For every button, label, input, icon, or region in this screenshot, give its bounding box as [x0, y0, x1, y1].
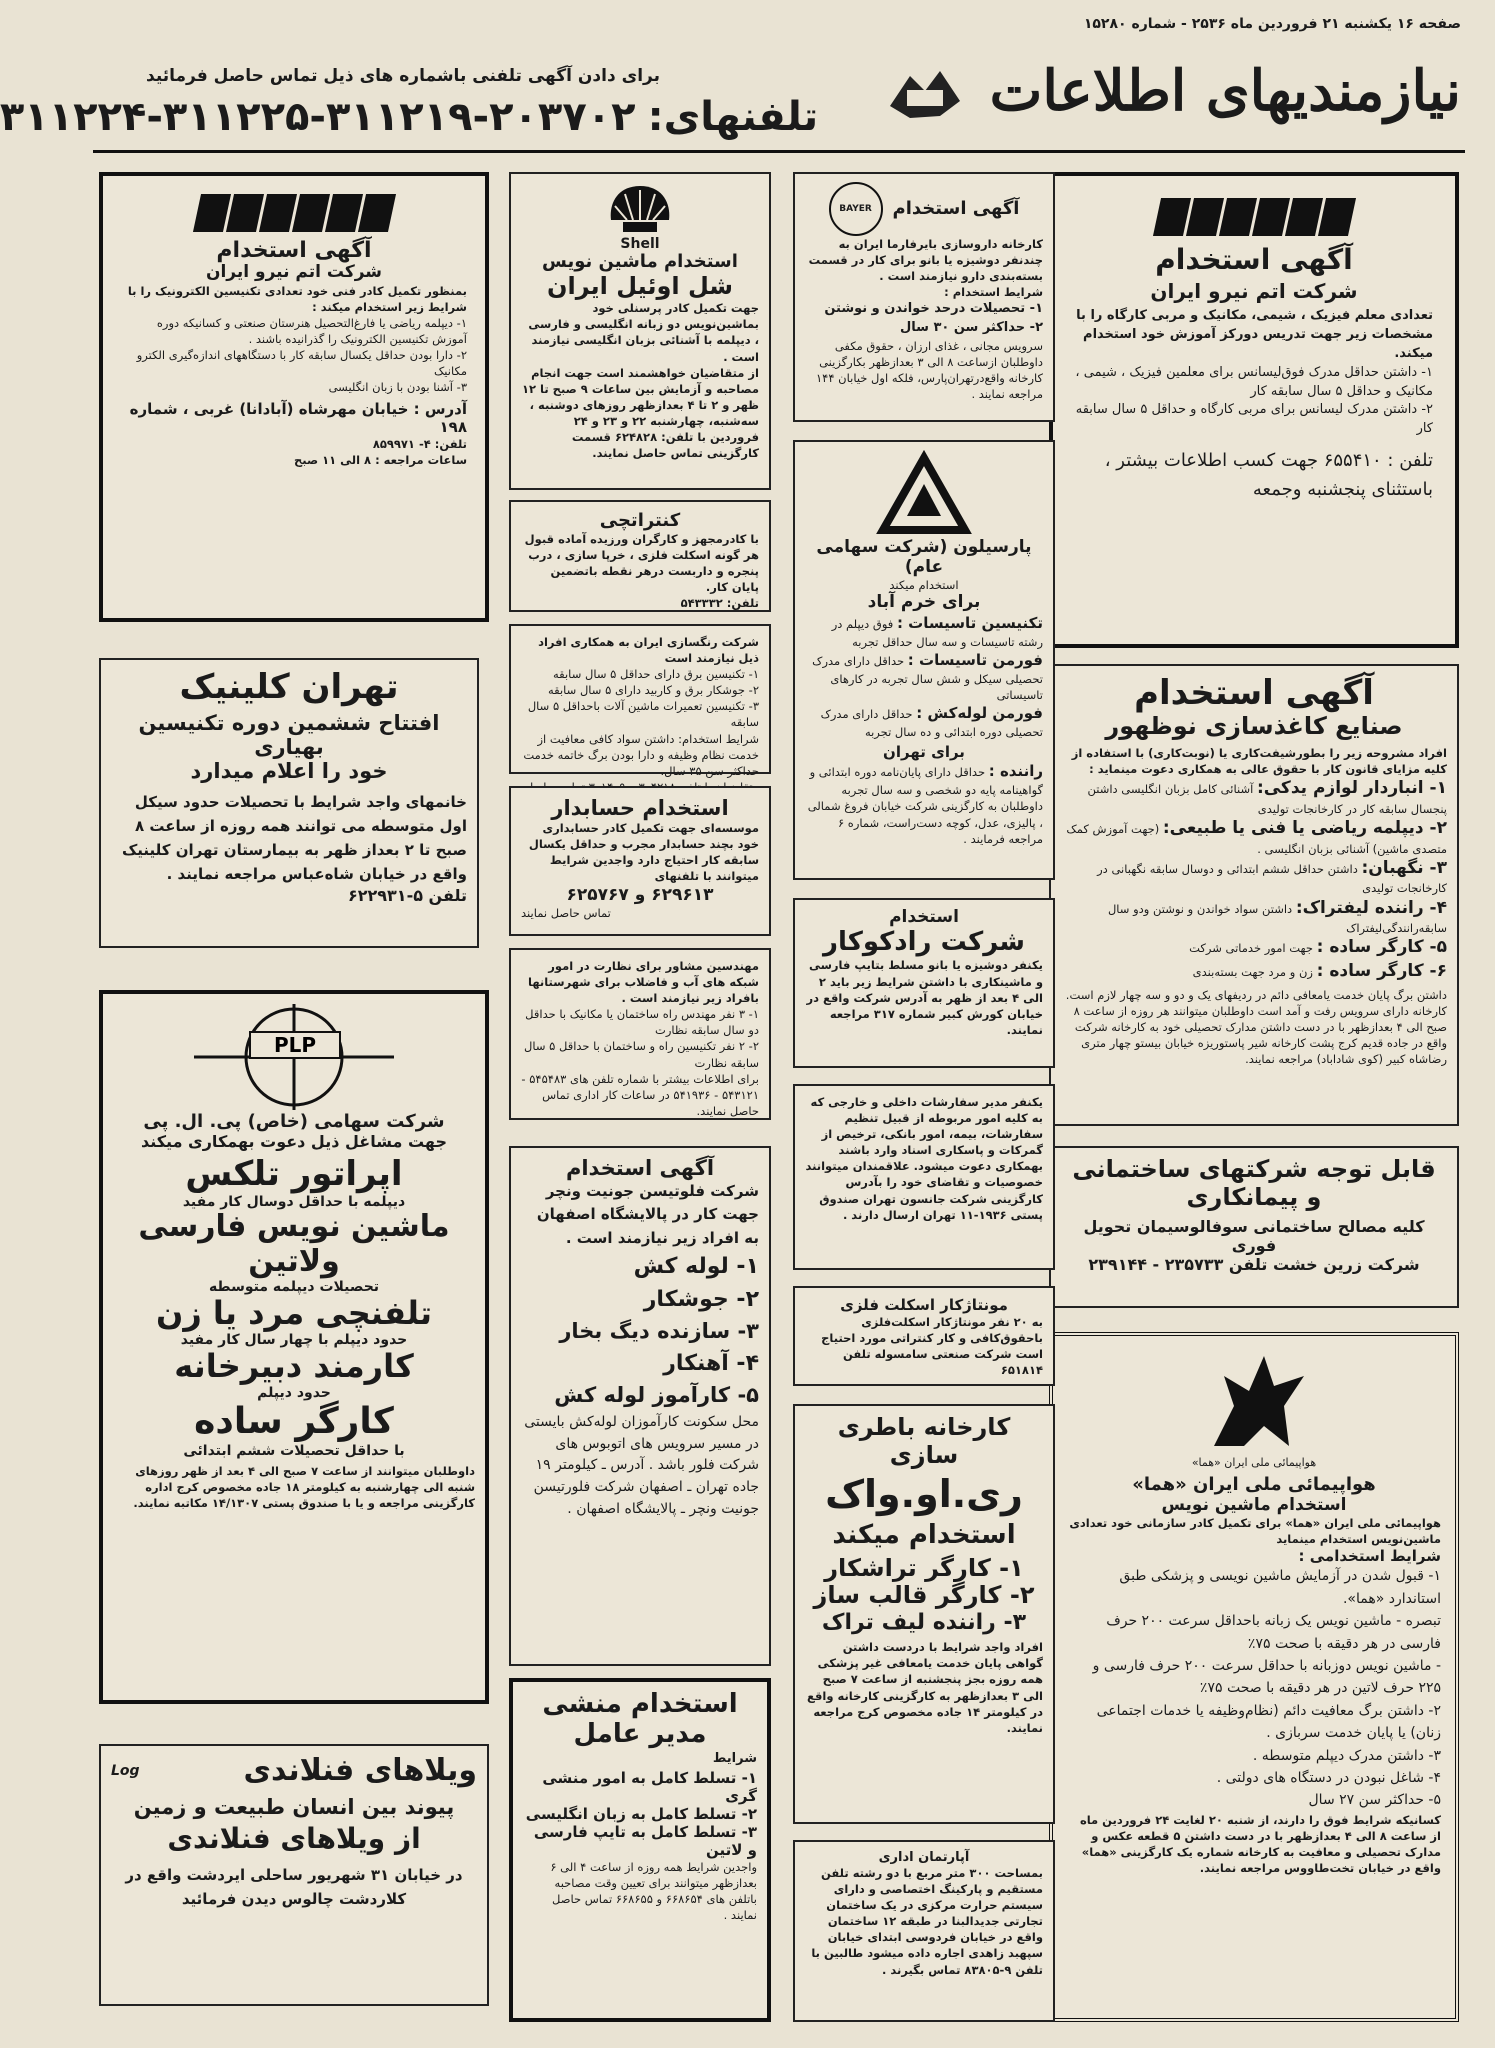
plp-j5d: با حداقل تحصیلات ششم ابتدائی: [183, 1442, 405, 1459]
montage-body: به ۲۰ نفر مونتاژکار اسکلت‌فلزی باحقوق‌کافی و کار کنتراتی مورد احتیاج است شرکت صنعتی سامسوله تلفن ۶۵۱۸۱۴: [821, 1315, 1043, 1378]
battery-j2: ۲- کارگر قالب ساز: [813, 1581, 1035, 1610]
winged-emblem-icon: [885, 66, 965, 126]
kaghaz-i2: (جهت آموزش کمک متصدی ماشین) آشنائی بزبان انگلیسی .: [1066, 821, 1447, 856]
homa-brand: هواپیمائی ملی ایران «هما»: [1191, 1456, 1317, 1469]
falovtis-body2: محل سکونت کارآموزان لوله‌کش بایستی در مسیر سرویس های اتوبوس های شرکت فلور باشد . آدرس ـ کیلومتر ۱۹ جاده تهران ـ اصفهان شرکت فلورتیسن جونیت ونچر ـ پالایشگاه اصفهان .: [524, 1413, 759, 1517]
kaghaz-intro: افراد مشروحه زیر را بطورشیفت‌کاری یا (نوبت‌کاری) با استفاده از کلیه مزایای قانون کار با حقوق عالی به همکاری دعوت مینماید :: [1071, 745, 1447, 776]
bayer-c2: ۲- حداکثر سن ۳۰ سال: [899, 320, 1043, 336]
parsilon-r1: فوق دیپلم در رشته تاسیسات و سه سال حداقل تجربه: [831, 616, 1043, 649]
radkokar-body: یکنفر دوشیزه یا بانو مسلط بتایپ فارسی و ماشینکاری با داشتن شرایط زیر باید ۲ الی ۴ بعد از ظهر به آدرس شرکت واقع در خیابان کورش کبیر شماره ۳۱۷ مراجعه نمایند.: [806, 958, 1043, 1037]
homa-c5: ۵- حداکثر سن ۲۷ سال: [1308, 1792, 1441, 1809]
homa-c4: ۴- شاغل نبودن در دستگاه های دولتی .: [1216, 1769, 1441, 1786]
villa-brand: Log: [111, 1763, 140, 1780]
homa-body: کسانیکه شرایط فوق را دارند، از شنبه ۲۰ لغایت ۲۴ فروردین ماه از ساعت ۸ الی ۴ بعدازظهر با در دست داشتن ۵ قطعه عکس و مدارک تحصیلی و معافیت به کارخانه شماره یک کارگزینی «هما» واقع در خیابان تخت‌طاووس مراجعه نمایند.: [1079, 1812, 1441, 1875]
kaghaz-i4-title: ۴- راننده لیفتراک:: [1295, 897, 1447, 918]
bayer-cond-title: شرایط استخدام :: [944, 285, 1043, 300]
ad-contractor: [509, 500, 771, 612]
parsilon-r3-title: فورمن لوله‌کش :: [916, 704, 1043, 723]
kaghaz-i6: زن و مرد جهت بسته‌بندی: [1192, 965, 1313, 980]
plp-j2d: تحصیلات دیپلمه متوسطه: [208, 1279, 380, 1296]
accountant-body: موسسه‌ای جهت تکمیل کادر حسابداری خود بچند حسابدار مجرب و حداقل یکسال سابقه کار احتیاج دارد واجدین شرایط میتوانند با تلفنهای: [528, 821, 759, 884]
consultant-body: مهندسین مشاور برای نظارت در امور شبکه های آب و فاضلاب برای شهرستانها بافراد زیر نیازمند است .: [528, 959, 759, 1006]
battery-body: افراد واجد شرایط با دردست داشتن گواهی پایان خدمت یامعافی غیر پزشکی همه روزه بجز پنجشنبه از ساعت ۷ صبح الی ۳ بعدازظهر به کارگزینی کارخانه واقع در کیلومتر ۱۴ جاده مخصوص کرج مراجعه نمایند.: [807, 1640, 1043, 1735]
homa-sub: استخدام ماشین نویس: [1161, 1494, 1347, 1515]
shell-body2: از متقاضیان خواهشمند است جهت انجام مصاحبه و آزمایش بین ساعات ۹ صبح تا ۱۲ ظهر و ۲ تا ۴ بعدازظهر روزهای دوشنبه ، سه‌شنبه، چهارشنبه ۲۲ و ۲۳ و ۲۴ فروردین با تلفن: ۶۲۴۸۲۸ قسمت کارگزینی تماس حاصل نمایند.: [521, 365, 759, 461]
clinic-sub2: خود را اعلام میدارد: [190, 759, 388, 784]
ad-parsilon: [793, 440, 1055, 880]
parsilon-triangle-logo-icon: [879, 454, 969, 534]
niru-left-item3: ۳- آشنا بودن با زبان انگلیسی: [328, 380, 467, 395]
agency-body: یکنفر مدیر سفارشات داخلی و خارجی که به کلیه امور مربوطه از قبیل تنظیم سفارشات، بیمه، امور بانکی، ترخیص از گمرکات و پاسکاری اسناد وارد باشند بهمکاری دعوت میشود. علاقمندان میتوانند خصوصیات و تقاضای خود را بآدرس کارگزینی شرکت جانسون تهران صندوق پستی ۱۹۳۶-۱۱ تهران ارسال دارند .: [805, 1095, 1043, 1222]
niru-left-body: بمنظور تکمیل کادر فنی خود تعدادی تکنیسین الکترونیک را با شرایط زیر استخدام میکند :: [127, 283, 467, 314]
ad-apartment: [793, 1840, 1055, 2022]
kaghaz-i5: جهت امور خدماتی شرکت: [1189, 941, 1313, 956]
villa-sub2: از ویلاهای فنلاندی: [167, 1821, 421, 1855]
phones-line: [0, 94, 819, 140]
ad-paint: [509, 624, 771, 778]
shell-logo-icon: [605, 182, 675, 236]
bayer-title: آگهی استخدام: [892, 197, 1020, 219]
header-rule: [93, 150, 1465, 153]
ad-falovtis: [509, 1146, 771, 1666]
homa-cond-title: شرایط استخدامی :: [1298, 1547, 1441, 1566]
parsilon-city2: برای تهران: [883, 743, 965, 762]
homa-c3: ۳- داشتن مدرک دیپلم متوسطه .: [1252, 1747, 1441, 1764]
shell-title: استخدام ماشین نویس: [542, 251, 738, 272]
secretary-c1: ۱- تسلط کامل به امور منشی گری: [542, 1768, 757, 1805]
niru-right-company: شرکت اتم نیرو ایران: [1150, 279, 1358, 304]
ad-niru-right: [1049, 172, 1459, 648]
paint-body: شرایط استخدام: داشتن سواد کافی معافیت از خدمت نظام وظیفه و دارا بودن برگ خاتمه خدمت حداکثر سن ۳۵ سال.: [523, 731, 759, 778]
battery-j3: ۳- راننده لیف تراک: [821, 1609, 1027, 1635]
parsilon-r1-title: تکنیسین تاسیسات :: [896, 613, 1043, 632]
radkokar-title: استخدام: [889, 907, 959, 927]
montage-title: مونتاژکار اسکلت فلزی: [840, 1296, 1008, 1314]
ad-secretary: [509, 1678, 771, 2022]
clinic-body: خانمهای واجد شرایط با تحصیلات حدود سیکل اول متوسطه می توانند همه روزه از ساعت ۸ صبح تا ۲ بعداز ظهر به بیمارستان تهران کلینیک واقع در خیابان شاه‌عباس مراجعه نمایند .: [121, 792, 467, 883]
shell-logo-text: Shell: [620, 236, 660, 252]
kaghaz-i4: داشتن سواد خواندن و نوشتن ودو سال سابقه‌رانندگی‌لیفتراک: [1107, 901, 1447, 936]
battery-sub: استخدام میکند: [832, 1519, 1016, 1550]
battery-j1: ۱- کارگر تراشکار: [824, 1553, 1024, 1582]
bayer-body2: سرویس مجانی ، غذای ارزان ، حقوق مکفی داوطلبان ازساعت ۸ الی ۳ بعدازظهر بکارگزینی کارخانه واقع‌درتهران‌پارس، فلکه اول خیابان ۱۴۴ مراجعه نمایند .: [815, 339, 1043, 402]
niru-left-title: آگهی استخدام: [216, 238, 372, 263]
falovtis-i5: ۵- کارآموز لوله کش: [554, 1383, 759, 1408]
niru-left-address: آدرس : خیابان مهرشاه (آبادانا) غربی ، شماره ۱۹۸: [129, 399, 467, 436]
parsilon-company: پارسیلون (شرکت سهامی عام): [816, 537, 1032, 577]
falovtis-i4: ۴- آهنکار: [663, 1351, 759, 1377]
battery-title: کارخانه باطری سازی: [837, 1413, 1011, 1469]
ad-consultant: [509, 948, 771, 1120]
parsilon-sub: استخدام میکند: [889, 578, 959, 593]
homa-c-note2: - ماشین نویس دوزبانه با حداقل سرعت ۲۰۰ حرف فارسی و ۲۲۵ حرف لاتین در هر دقیقه با صحت ۷۵٪: [1092, 1657, 1441, 1697]
ad-plp: [99, 990, 489, 1704]
niru-left-phone: تلفن: ۴- ۸۵۹۹۷۱: [372, 436, 467, 451]
ad-accountant: [509, 786, 771, 936]
homa-c2: ۲- داشتن برگ معافیت دائم (نظام‌وظیفه یا خدمات اجتماعی زنان) یا پایان خدمت سربازی .: [1096, 1702, 1441, 1742]
falovtis-i1: ۱- لوله کش: [633, 1253, 759, 1279]
homa-title: هواپیمائی ملی ایران «هما»: [1132, 1474, 1376, 1495]
ad-tehran-clinic: [99, 658, 479, 948]
phones-numbers: ۳۱۱۲۲۴-۳۱۱۲۲۵-۳۱۱۲۱۹-۲۰۳۷۰۲: [0, 94, 636, 140]
ad-battery: [793, 1404, 1055, 1824]
falovtis-title: آگهی استخدام: [565, 1156, 715, 1180]
kaghaz-body: داشتن برگ پایان خدمت یامعافی دائم در ردیفهای یک و دو و سه چهار لازم است. کارخانه دارای سرویس رفت و آمد است داوطلبان میتوانند هر روزه از ساعت ۸ صبح الی ۴ بعدازظهر با در دست داشتن مدارک تحصیلی خود به کارخانه شرکت واقع در جاده قدیم کرج پشت کارخانه شیر پاستوریزه خیابان بیستو چهار متری رضاشاه کبیر (کوی شاداباد) مراجعه نمایند.: [1065, 988, 1447, 1067]
kaghaz-i3-title: ۳- نگهبان:: [1361, 857, 1447, 878]
secretary-sub: مدیر عامل: [573, 1718, 707, 1749]
homa-griffin-icon: [1194, 1346, 1314, 1456]
accountant-phones: ۶۲۹۶۱۳ و ۶۲۵۷۶۷: [566, 884, 714, 905]
battery-company: ری.او.واک: [825, 1472, 1023, 1517]
kaghaz-company: صنایع کاغذسازی نوظهور: [1105, 712, 1403, 741]
consultant-body2: برای اطلاعات بیشتر با شماره تلفن های ۵۴۵۴۸۳ - ۵۴۳۱۲۱ - ۵۴۱۹۳۶ در ساعات کار اداری تماس حاصل نمایند.: [521, 1071, 759, 1118]
ad-homa: [1049, 1332, 1459, 2022]
niru-left-company: شرکت اتم نیرو ایران: [205, 262, 383, 283]
secretary-c3: ۳- تسلط کامل به تایپ فارسی و لاتین: [533, 1822, 757, 1859]
plp-j5: کارگر ساده: [194, 1401, 394, 1443]
villa-body: در خیابان ۳۱ شهریور ساحلی ایردشت واقع در کلاردشت چالوس دیدن فرمائید: [125, 1865, 463, 1908]
builders-title: قابل توجه شرکتهای ساختمانی و پیمانکاری: [1072, 1155, 1436, 1211]
parsilon-r2-title: فورمن تاسیسات :: [907, 650, 1043, 669]
niru-left-logo-icon: [121, 194, 467, 232]
plp-logo-text: PLP: [273, 1033, 317, 1057]
secretary-body: واجدین شرایط همه روزه از ساعت ۴ الی ۶ بعدازظهر میتوانند برای تعیین وقت مصاحبه باتلفن های ۶۶۸۶۵۴ و ۶۶۸۶۵۵ تماس حاصل نمایند .: [550, 1859, 757, 1922]
falovtis-body: شرکت فلوتیسن جونیت ونچر جهت کار در پالایشگاه اصفهان به افراد زیر نیازمند است .: [536, 1182, 759, 1247]
secretary-cond: شرایط: [712, 1750, 757, 1766]
plp-j3: تلفنچی مرد یا زن: [156, 1294, 432, 1333]
ad-niru-left: [99, 172, 489, 622]
page-info: صفحه ۱۶ یکشنبه ۲۱ فروردین ماه ۲۵۳۶ - شماره ۱۵۲۸۰: [1083, 16, 1461, 32]
plp-body: داوطلبان میتوانند از ساعت ۷ صبح الی ۴ بعد از ظهر روزهای شنبه الی چهارشنبه به کیلومتر ۱۸ جاده مخصوص کرج اداره کارگزینی مراجعه و یا با صندوق پستی ۱۴/۱۳۰۷ مکاتبه نمایند.: [133, 1463, 475, 1510]
niru-left-item1: ۱- دیپلمه ریاضی یا فارغ‌التحصیل هنرستان صنعتی و کسانیکه دوره آموزش تکنیسین الکترونیک را گذرانیده باشند .: [156, 316, 467, 347]
kaghaz-i3: داشتن حداقل ششم ابتدائی و دوسال سابقه نگهبانی در کارخانجات تولیدی: [1097, 861, 1447, 896]
kaghaz-i6-title: ۶- کارگر ساده :: [1316, 961, 1447, 982]
phones-label: تلفنهای:: [647, 94, 819, 140]
radkokar-company: شرکت رادکوکار: [823, 926, 1025, 957]
parsilon-r4-title: راننده :: [988, 762, 1043, 781]
falovtis-i2: ۲- جوشکار: [643, 1286, 759, 1312]
secretary-c2: ۲- تسلط کامل به زبان انگلیسی: [525, 1804, 757, 1823]
niru-logo-icon: [1075, 198, 1433, 236]
parsilon-r2: حداقل دارای مدرک تحصیلی سیکل و شش سال تجربه در کارهای تاسیساتی: [812, 653, 1043, 702]
plp-logo-icon: [184, 1002, 404, 1112]
niru-right-body: تعدادی معلم فیزیک ، شیمی، مکانیک و مربی کارگاه را با مشخصات زیر جهت تدریس دورکز آموزش خود استخدام میکند.: [1076, 308, 1433, 361]
secretary-title: استخدام منشی: [542, 1689, 738, 1719]
bayer-body: کارخانه داروسازی بایرفارما ایران به چندنفر دوشیزه یا بانو برای کار در قسمت بسته‌بندی دارو نیازمند است .: [808, 237, 1043, 284]
accountant-tail: تماس حاصل نمایند: [521, 905, 611, 920]
plp-j1d: دیپلمه با حداقل دوسال کار مفید: [182, 1194, 406, 1211]
ad-montage: [793, 1286, 1055, 1386]
consultant-i2: ۲- ۲ نفر تکنیسین راه و ساختمان با حداقل ۵ سال سابقه نظارت: [523, 1039, 759, 1070]
kaghaz-i1-title: ۱- انباردار لوازم یدکی:: [1256, 777, 1447, 798]
consultant-i1: ۱- ۳ نفر مهندس راه ساختمان یا مکانیک با حداقل دو سال سابقه نظارت: [525, 1007, 759, 1038]
homa-c-note: تبصره - ماشین نویس یک زبانه باحداقل سرعت ۲۰۰ حرف فارسی در هر دقیقه با صحت ۷۵٪: [1106, 1613, 1441, 1652]
plp-j4: کارمند دبیرخانه: [174, 1347, 414, 1386]
plp-j1: اپراتور تلکس: [185, 1154, 403, 1195]
shell-company: شل اوئیل ایران: [547, 271, 733, 300]
kaghaz-i2-title: ۲- دیپلمه ریاضی یا فنی یا طبیعی:: [1162, 817, 1447, 838]
contractor-body: با کادرمجهز و کارگران ورزیده آماده قبول هر گونه اسکلت فلزی ، خرپا سازی ، درب پنجره و داربست درهر نقطه باتضمین پایان کار.: [524, 532, 759, 595]
parsilon-r3: حداقل دارای مدرک تحصیلی دوره ابتدائی و ده سال تجربه: [820, 707, 1043, 740]
builders-phone: شرکت زرین خشت تلفن ۲۳۵۷۳۳ - ۲۳۹۱۴۴: [1088, 1255, 1420, 1275]
builders-body: کلیه مصالح ساختمانی سوفالوسیمان تحویل فوری: [1083, 1217, 1425, 1256]
paint-title: شرکت رنگسازی ایران به همکاری افراد ذیل نیازمند است: [538, 635, 759, 666]
contractor-phone: تلفن: ۵۴۳۳۳۲: [680, 596, 759, 611]
apartment-body: بمساحت ۳۰۰ متر مربع با دو رشته تلفن مستقیم و پارکینگ اختصاصی و دارای سیستم حرارت مرکزی در یک ساختمان تجارتی جدیدالبنا در طبقه ۱۲ ساختمان واقع در خیابان فردوسی ابتدای خیابان سپهبد زاهدی اجاره داده میشود طالبین با تلفن ۹-۸۳۸۰۵ تماس بگیرند .: [811, 1866, 1043, 1977]
niru-left-item2: ۲- دارا بودن حداقل یکسال سابقه کار با دستگاههای اندازه‌گیری الکترو مکانیک: [136, 348, 467, 379]
clinic-phone: تلفن ۵-۶۲۲۹۳۱: [347, 885, 467, 905]
villa-title: ویلاهای فنلاندی: [243, 1753, 477, 1788]
homa-c1: ۱- قبول شدن در آزمایش ماشین نویسی و پزشکی طبق استاندارد «هما».: [1119, 1568, 1441, 1607]
niru-right-title: آگهی استخدام: [1155, 243, 1353, 276]
call-note: برای دادن آگهی تلفنی باشماره های ذیل تماس حاصل فرمائید: [146, 66, 660, 86]
niru-right-item1: ۱- داشتن حداقل مدرک فوق‌لیسانس برای معلمین فیزیک ، شیمی ، مکانیک و حداقل ۵ سال سابقه کار: [1075, 364, 1433, 399]
ad-kaghaz: [1049, 664, 1459, 1126]
masthead: نیازمندیهای اطلاعات: [989, 58, 1461, 124]
plp-j4d: حدود دیپلم: [257, 1385, 331, 1402]
paint-i3: ۳- تکنیسین تعمیرات ماشین آلات باحداقل ۵ سال سابقه: [527, 699, 759, 730]
plp-intro: جهت مشاغل ذیل دعوت بهمکاری میکند: [140, 1131, 448, 1151]
parsilon-city1: برای خرم آباد: [867, 592, 981, 613]
parsilon-r4: حداقل دارای پایان‌نامه دوره ابتدائی و گواهینامه پایه دو شخصی و سه سال تجربه داوطلبان به کارگزینی شرکت خیابان فروغ شمالی ، پالیزی، عدل، کوچه دست‌راست، شماره ۶ مراجعه فرمایند .: [807, 765, 1043, 846]
ad-villa: [99, 1744, 489, 2006]
homa-intro: هواپیمائی ملی ایران «هما» برای تکمیل کادر سازمانی خود تعدادی ماشین‌نویس استخدام مینماید: [1069, 1516, 1441, 1547]
bayer-logo-icon: BAYER: [829, 182, 883, 236]
paint-i1: ۱- تکنیسین برق دارای حداقل ۵ سال سابقه: [553, 667, 759, 682]
contractor-title: کنتراتچی: [599, 510, 681, 531]
falovtis-i3: ۳- سازنده دیگ بخار: [559, 1318, 759, 1343]
kaghaz-i5-title: ۵- کارگر ساده :: [1316, 937, 1447, 958]
niru-right-item2: ۲- داشتن مدرک لیسانس برای مربی کارگاه و حداقل ۵ سال سابقه کار: [1075, 402, 1433, 437]
plp-j3d: حدود دیپلم با چهار سال کار مفید: [180, 1332, 408, 1349]
plp-j2: ماشین نویس فارسی ولاتین: [138, 1209, 450, 1279]
kaghaz-i1: آشنائی کامل بزبان انگلیسی داشتن پنجسال سابقه کار در کارخانجات تولیدی: [1087, 781, 1447, 816]
ad-builders: [1049, 1146, 1459, 1308]
niru-left-hours: ساعات مراجعه : ۸ الی ۱۱ صبح: [293, 452, 467, 467]
clinic-title: تهران کلینیک: [179, 667, 399, 707]
shell-body: جهت تکمیل کادر پرسنلی خود بماشین‌نویس دو زبانه انگلیسی و فارسی ، دیپلمه با آشنائی بزبان انگلیسی نیازمند است .: [528, 301, 759, 364]
apartment-title: آپارتمان اداری: [878, 1850, 970, 1865]
paint-i2: ۲- جوشکار برق و کاربید دارای ۵ سال سابقه: [547, 683, 759, 698]
ad-shell: [509, 172, 771, 490]
niru-right-phone: تلفن : ۶۵۵۴۱۰ جهت کسب اطلاعات بیشتر ، باستثنای پنجشنبه وجمعه: [1104, 450, 1433, 500]
ad-bayer: [793, 172, 1055, 422]
kaghaz-title: آگهی استخدام: [1134, 673, 1374, 713]
ad-radkokar: [793, 898, 1055, 1068]
villa-sub: پیوند بین انسان طبیعت و زمین: [133, 1794, 455, 1819]
bayer-c1: ۱- تحصیلات درحد خواندن و نوشتن: [824, 301, 1043, 317]
plp-company: شرکت سهامی (خاص) پی. ال. پی: [143, 1111, 445, 1132]
accountant-title: استخدام حسابدار: [551, 796, 729, 820]
clinic-sub1: افتتاح ششمین دوره تکنیسین بهیاری: [138, 711, 440, 760]
ad-agency: [793, 1084, 1055, 1270]
